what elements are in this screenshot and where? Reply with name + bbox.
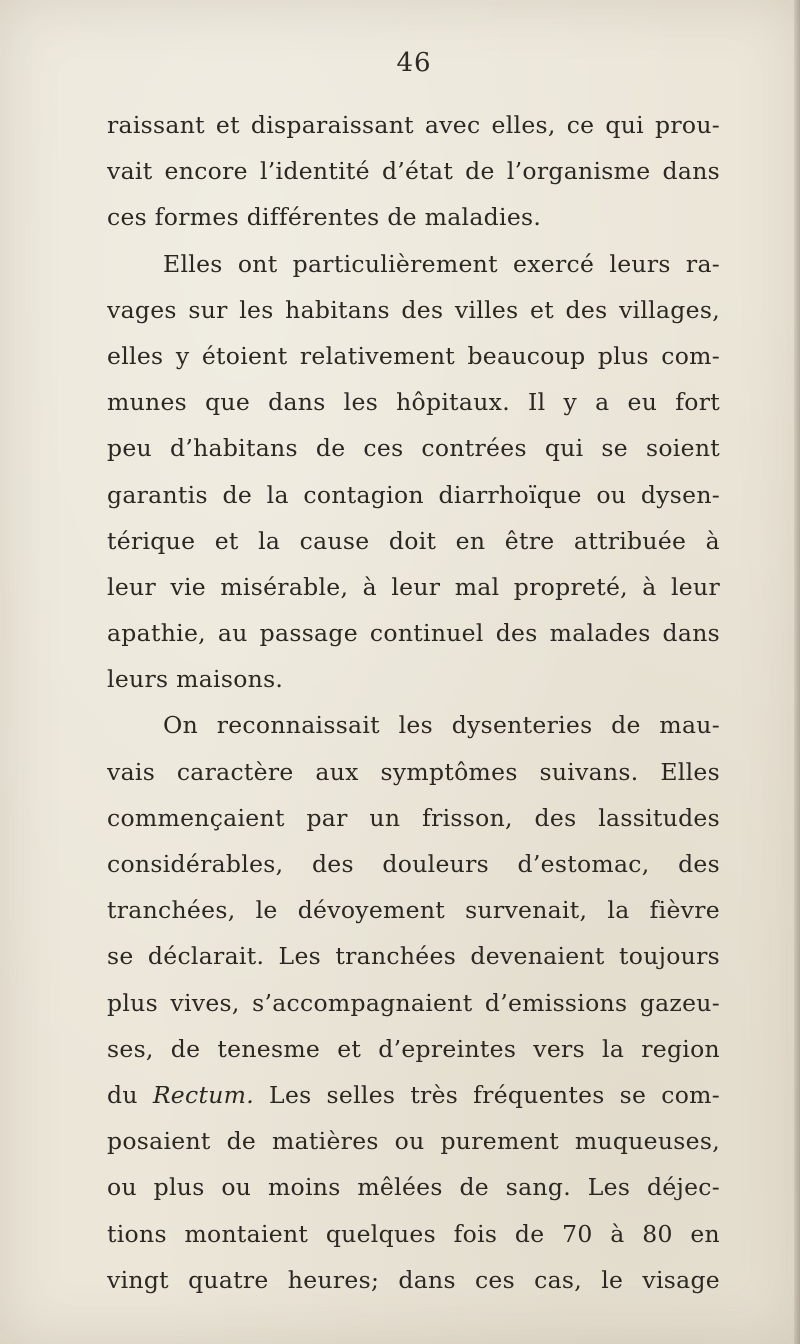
- text-line: leur vie misérable, à leur mal propreté, à leur: [107, 572, 720, 601]
- text-line: se déclarait. Les tranchées devenaient toujours: [107, 942, 720, 971]
- text-line: garantis de la contagion diarrhoïque ou dysen-: [107, 480, 720, 509]
- text-segment: Les selles très fréquentes se com-: [254, 1080, 720, 1109]
- text-line: vais caractère aux symptômes suivans. Elles: [107, 757, 720, 786]
- text-line: considérables, des douleurs d’estomac, des: [107, 850, 720, 878]
- text-line: térique et la cause doit en être attribuée à: [107, 526, 720, 555]
- text-line: [107, 1072, 720, 1118]
- text-line: plus vives, s’accompagnaient d’emissions gazeu-: [107, 988, 720, 1017]
- text-line: tions montaient quelques fois de 70 à 80 en: [107, 1219, 720, 1248]
- italic-term: Rectum.: [152, 1080, 255, 1109]
- text-line: elles y étoient relativement beaucoup plus com-: [107, 341, 720, 370]
- text-segment: du: [107, 1080, 153, 1109]
- text-line: raissant et disparaissant avec elles, ce qui prou-: [107, 111, 720, 139]
- text-line: vingt quatre heures; dans ces cas, le visage: [107, 1265, 720, 1294]
- text-line: ses, de tenesme et d’epreintes vers la region: [107, 1034, 720, 1063]
- text-line: posaient de matières ou purement muqueuses,: [107, 1127, 720, 1156]
- text-line: ces formes différentes de maladies.: [107, 203, 542, 232]
- text-line: leurs maisons.: [107, 665, 284, 694]
- page-edge-shadow: [794, 0, 800, 1344]
- text-line: tranchées, le dévoyement survenait, la fièvre: [107, 896, 720, 925]
- body-text: [107, 102, 720, 1303]
- text-line: On reconnaissait les dysenteries de mau-: [163, 711, 720, 740]
- text-line: Elles ont particulièrement exercé leurs ra-: [163, 249, 720, 278]
- text-line: commençaient par un frisson, des lassitudes: [107, 803, 720, 832]
- text-line: vages sur les habitans des villes et des villages,: [107, 295, 720, 324]
- text-line: munes que dans les hôpitaux. Il y a eu fort: [107, 388, 720, 417]
- page-number: 46: [396, 48, 432, 78]
- text-line: apathie, au passage continuel des malades dans: [107, 619, 720, 648]
- text-line: peu d’habitans de ces contrées qui se soient: [107, 434, 720, 463]
- text-line: ou plus ou moins mêlées de sang. Les déjec-: [107, 1173, 720, 1202]
- text-line: vait encore l’identité d’état de l’organisme dans: [107, 157, 720, 186]
